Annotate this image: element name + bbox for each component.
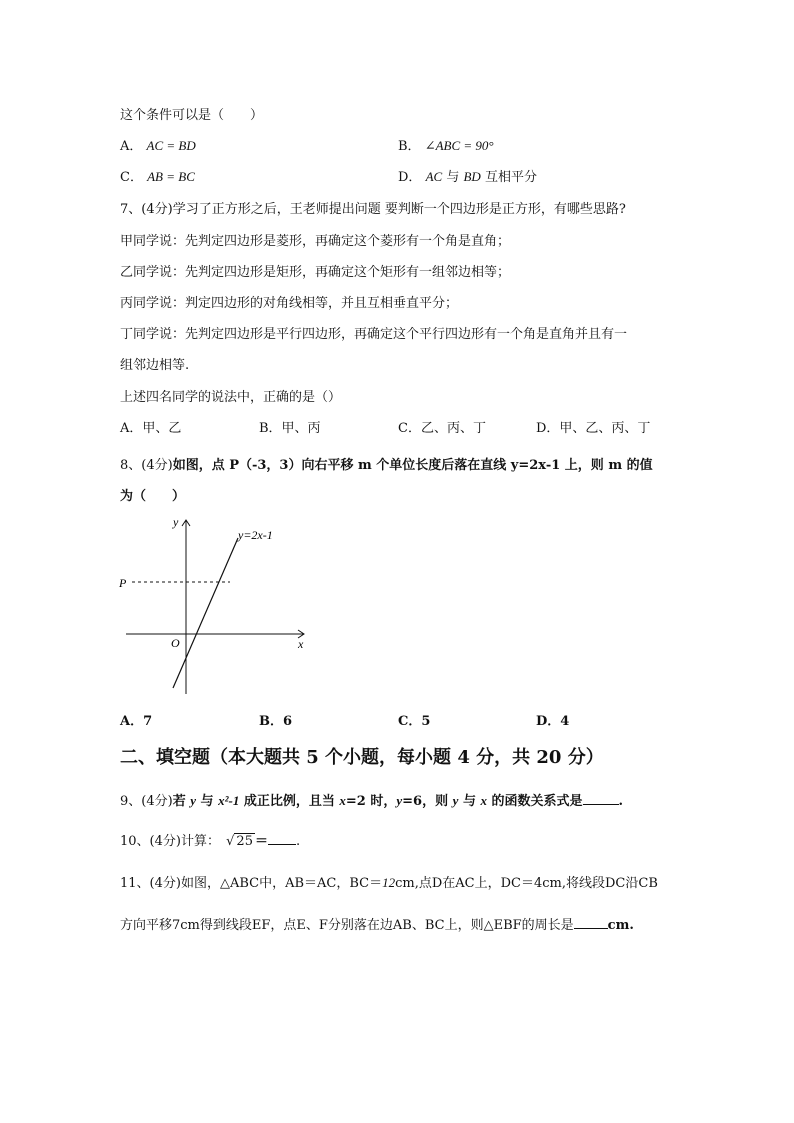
question-text: 12: [382, 875, 396, 890]
radicand: 25: [236, 834, 253, 849]
answer-blank[interactable]: [583, 804, 619, 805]
question-text: 若: [172, 794, 186, 809]
question-text: cm.: [607, 918, 634, 933]
math-var: x: [339, 793, 346, 808]
question-text: .: [618, 794, 624, 809]
q8-option-d[interactable]: D．4: [536, 714, 570, 729]
q7-question: 上述四名同学的说法中，正确的是（）: [120, 390, 342, 405]
question-text: 如图，点 P（-3，3）向右平移 m 个单位长度后落在直线 y=2x-1 上，则 m 的值: [172, 458, 653, 473]
q8-option-c[interactable]: C．5: [398, 714, 431, 729]
question-text: =2 时，: [345, 794, 397, 809]
question-text: 成正比例，且当: [243, 794, 335, 809]
answer-blank[interactable]: [574, 928, 608, 929]
question-text: 学习了正方形之后，王老师提出问题 要判断一个四边形是正方形，有哪些思路?: [172, 202, 626, 217]
question-text: 与: [200, 794, 214, 809]
q7-option-b[interactable]: B．甲、丙: [259, 421, 321, 436]
question-number: 7、(4分): [120, 202, 173, 217]
question-text: 计算：: [180, 834, 220, 849]
q11-line2: [120, 914, 634, 933]
option-label: C．: [120, 170, 143, 185]
q6-option-b[interactable]: [398, 135, 494, 154]
q7-option-a[interactable]: A．甲、乙: [120, 421, 182, 436]
q10: [120, 830, 300, 849]
math-var: y: [190, 793, 197, 808]
question-number: 8、(4分): [120, 458, 173, 473]
question-text: =6，则: [402, 794, 449, 809]
q6-option-c[interactable]: [120, 166, 195, 185]
math-expr: x²-1: [218, 793, 240, 808]
option-text: BD: [463, 169, 481, 184]
question-number: 9、(4分): [120, 794, 173, 809]
q11-line1: [120, 872, 658, 891]
q6-stem: 这个条件可以是（ ）: [120, 108, 264, 123]
option-text: 互相平分: [484, 170, 537, 185]
math-var: x: [480, 793, 487, 808]
question-number: 11、(4分): [120, 876, 181, 891]
question-text: 与: [462, 794, 476, 809]
answer-blank[interactable]: [268, 844, 296, 845]
point-p-label: P: [119, 576, 127, 590]
function-line: [173, 538, 238, 688]
q7-stem: [120, 198, 626, 217]
q8-figure: [118, 510, 318, 700]
sqrt-expression: √ 25: [226, 834, 253, 849]
function-label: y=2x-1: [238, 528, 273, 542]
option-text: ∠ABC = 90°: [424, 138, 494, 153]
q7-option-c[interactable]: C．乙、丙、丁: [398, 421, 486, 436]
option-text: 与: [446, 170, 464, 185]
q6-option-d[interactable]: [398, 166, 537, 185]
q7-statement-5: 组邻边相等.: [120, 358, 190, 373]
q9: [120, 790, 623, 809]
q8-option-a[interactable]: A．7: [120, 714, 153, 729]
q7-statement-1: 甲同学说：先判定四边形是菱形，再确定这个菱形有一个角是直角；: [120, 234, 511, 249]
option-text: AB = BC: [147, 169, 195, 184]
x-axis-label: x: [298, 637, 304, 651]
section-heading: 二、填空题（本大题共 5 个小题，每小题 4 分，共 20 分）: [120, 747, 604, 768]
question-text: .: [295, 834, 301, 849]
q6-option-a[interactable]: [120, 135, 196, 154]
option-label: A．: [120, 139, 143, 154]
q7-option-d[interactable]: D．甲、乙、丙、丁: [536, 421, 651, 436]
q7-statement-4: 丁同学说：先判定四边形是平行四边形，再确定这个平行四边形有一个角是直角并且有一: [120, 327, 628, 342]
question-number: 10、(4分): [120, 834, 181, 849]
q8-option-b[interactable]: B．6: [259, 714, 293, 729]
option-text: AC = BD: [146, 138, 196, 153]
y-axis-label: y: [173, 515, 179, 529]
question-text: cm,点D在AC上，DC＝4cm,将线段DC沿CB: [395, 876, 658, 891]
math-var: y: [452, 793, 459, 808]
q7-statement-2: 乙同学说：先判定四边形是矩形，再确定这个矩形有一组邻边相等；: [120, 265, 511, 280]
q8-stem-line2: 为（ ）: [120, 489, 186, 504]
option-label: D．: [398, 170, 422, 185]
q7-statement-3: 丙同学说：判定四边形的对角线相等，并且互相垂直平分；: [120, 296, 459, 311]
question-text: 如图，△ABC中，AB＝AC，BC＝: [180, 876, 383, 891]
question-text: 方向平移7cm得到线段EF，点E、F分别落在边AB、BC上，则△EBF的周长是: [120, 918, 574, 933]
option-label: B．: [398, 139, 421, 154]
option-text: AC: [425, 169, 443, 184]
question-text: 的函数关系式是: [491, 794, 583, 809]
origin-label: O: [171, 636, 180, 650]
q8-stem: [120, 454, 653, 473]
math-var: y: [396, 793, 403, 808]
question-text: ＝: [254, 834, 268, 849]
